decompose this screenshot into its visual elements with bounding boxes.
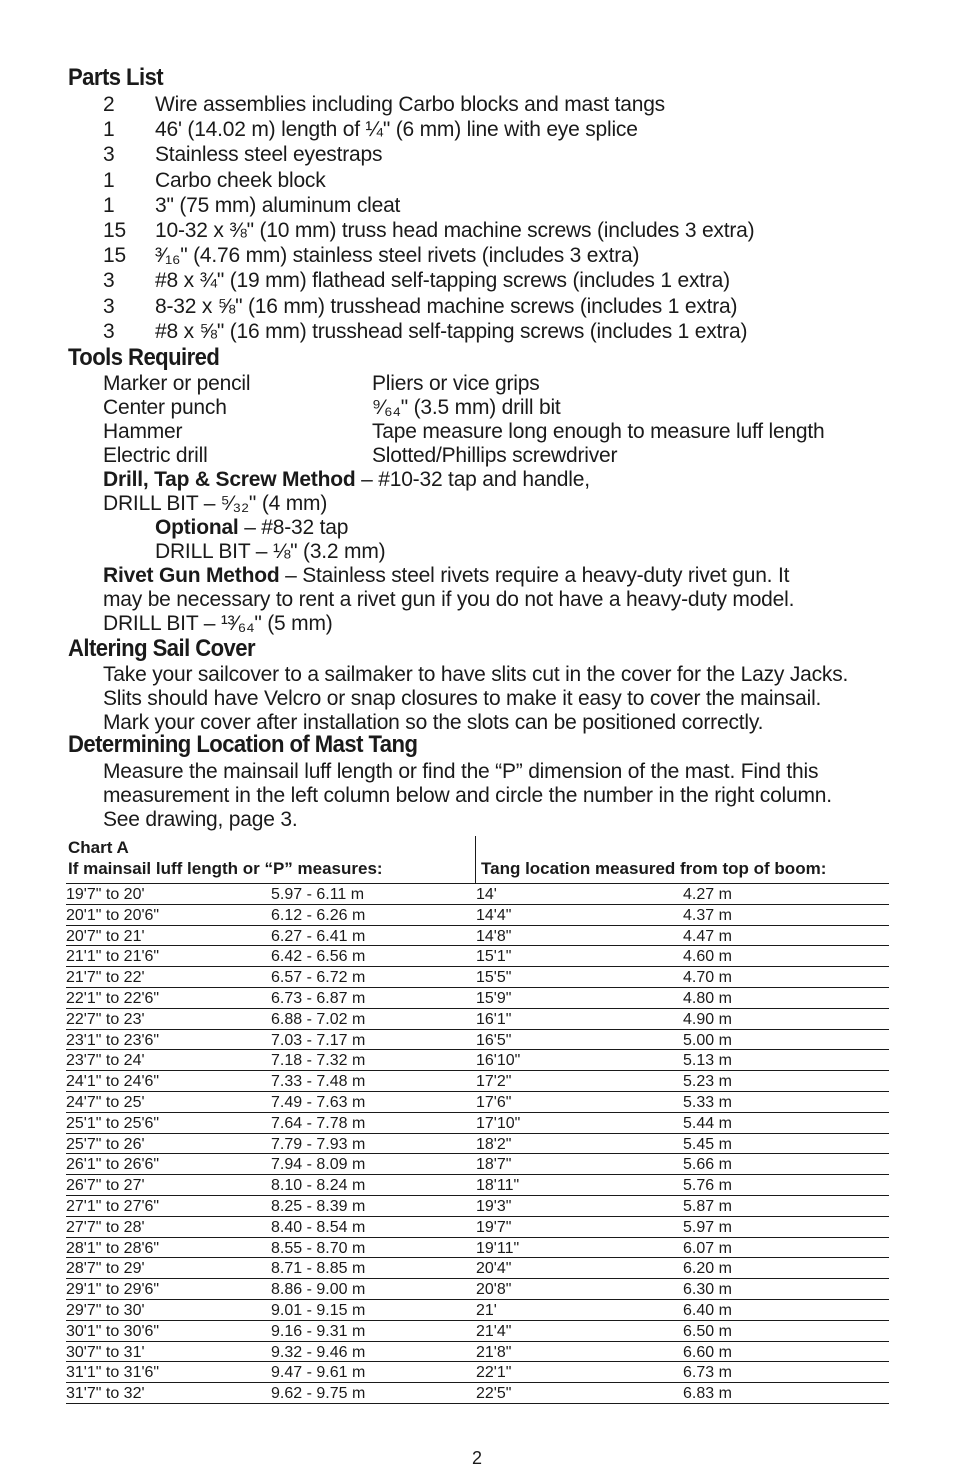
table-row bbox=[66, 1154, 889, 1175]
tools-required-heading: Tools Required bbox=[68, 344, 220, 371]
tang-location-m-cell: 4.90 m bbox=[683, 1010, 732, 1028]
luff-length-m-cell: 9.01 - 9.15 m bbox=[271, 1301, 366, 1319]
tang-location-m-cell: 5.45 m bbox=[683, 1135, 732, 1153]
luff-length-m-cell: 8.55 - 8.70 m bbox=[271, 1239, 366, 1257]
tang-location-m-cell: 4.37 m bbox=[683, 906, 732, 924]
part-quantity: 1 bbox=[103, 118, 115, 142]
tang-location-ft-cell: 21'4" bbox=[476, 1322, 512, 1340]
tool-row bbox=[103, 420, 825, 444]
parts-list-item bbox=[103, 243, 754, 268]
tang-location-ft-cell: 15'1" bbox=[476, 948, 512, 966]
tool-item: Marker or pencil bbox=[103, 372, 251, 395]
part-description: Wire assemblies including Carbo blocks and mast tangs bbox=[155, 93, 665, 116]
tang-location-ft-cell: 19'3" bbox=[476, 1197, 512, 1215]
tang-location-ft-cell: 14' bbox=[476, 886, 497, 903]
table-row bbox=[66, 1030, 889, 1051]
table-row bbox=[66, 1134, 889, 1155]
luff-length-ft-cell: 25'7" to 26' bbox=[66, 1135, 145, 1153]
tang-location-m-cell: 5.00 m bbox=[683, 1031, 732, 1049]
luff-length-m-cell: 8.86 - 9.00 m bbox=[271, 1281, 366, 1299]
chart-a-left-header: If mainsail luff length or “P” measures: bbox=[68, 859, 383, 878]
parts-list-heading: Parts List bbox=[68, 64, 164, 91]
parts-list-item bbox=[103, 142, 754, 167]
luff-length-m-cell: 6.12 - 6.26 m bbox=[271, 906, 366, 924]
part-description: 3" (75 mm) aluminum cleat bbox=[155, 193, 401, 217]
part-description: #8 x ¾" (19 mm) flathead self-tapping screws (includes 1 extra) bbox=[155, 269, 730, 293]
altering-paragraph: Take your sailcover to a sailmaker to have slits cut in the cover for the Lazy Jacks. Slits should have Velcro or snap closures to make it easy to cover the mainsail. Mark your cover after installation so the slots can be positioned correctly. bbox=[103, 663, 849, 734]
tang-location-m-cell: 4.80 m bbox=[683, 989, 732, 1007]
tang-location-m-cell: 5.13 m bbox=[683, 1052, 732, 1070]
luff-length-ft-cell: 23'1" to 23'6" bbox=[66, 1031, 160, 1049]
row-rule bbox=[66, 1403, 889, 1404]
tang-location-m-cell: 6.50 m bbox=[683, 1322, 732, 1340]
luff-length-ft-cell: 23'7" to 24' bbox=[66, 1052, 145, 1070]
luff-length-ft-cell: 21'7" to 22' bbox=[66, 969, 145, 987]
tang-location-m-cell: 6.20 m bbox=[683, 1260, 732, 1278]
part-description: Carbo cheek block bbox=[155, 168, 326, 192]
tool-item: ⁹⁄₆₄" (3.5 mm) drill bit bbox=[372, 396, 561, 419]
luff-length-m-cell: 7.18 - 7.32 m bbox=[271, 1052, 366, 1070]
tang-location-m-cell: 5.76 m bbox=[683, 1177, 732, 1195]
luff-length-ft-cell: 22'1" to 22'6" bbox=[66, 989, 160, 1007]
tool-item: Hammer bbox=[103, 420, 183, 443]
tang-location-ft-cell: 14'4" bbox=[476, 906, 512, 924]
tang-location-ft-cell: 21' bbox=[476, 1301, 497, 1319]
luff-length-ft-cell: 22'7" to 23' bbox=[66, 1010, 145, 1028]
tang-location-m-cell: 5.23 m bbox=[683, 1073, 732, 1091]
table-row bbox=[66, 1362, 889, 1383]
parts-list-item bbox=[103, 319, 754, 344]
tool-item: Tape measure long enough to measure luff length bbox=[372, 420, 825, 443]
luff-length-ft-cell: 30'7" to 31' bbox=[66, 1343, 145, 1361]
tool-row bbox=[103, 444, 825, 468]
luff-length-ft-cell: 28'7" to 29' bbox=[66, 1260, 145, 1278]
optional-drill-bit: DRILL BIT – ⅛" (3.2 mm) bbox=[155, 540, 386, 563]
tool-item: Pliers or vice grips bbox=[372, 372, 540, 395]
luff-length-ft-cell: 26'7" to 27' bbox=[66, 1177, 145, 1195]
tang-location-ft-cell: 22'1" bbox=[476, 1364, 512, 1382]
page-number: 2 bbox=[471, 1448, 482, 1468]
luff-length-ft-cell: 19'7" to 20' bbox=[66, 886, 145, 903]
tang-location-m-cell: 5.33 m bbox=[683, 1093, 732, 1111]
luff-length-m-cell: 7.64 - 7.78 m bbox=[271, 1114, 366, 1132]
tang-location-ft-cell: 19'7" bbox=[476, 1218, 512, 1236]
table-row bbox=[66, 1113, 889, 1134]
chart-a-right-header: Tang location measured from top of boom: bbox=[481, 859, 827, 878]
luff-length-ft-cell: 28'1" to 28'6" bbox=[66, 1239, 160, 1257]
tang-location-m-cell: 6.60 m bbox=[683, 1343, 732, 1361]
luff-length-ft-cell: 20'1" to 20'6" bbox=[66, 906, 160, 924]
parts-list-item bbox=[103, 117, 754, 142]
luff-length-m-cell: 8.10 - 8.24 m bbox=[271, 1177, 366, 1195]
table-row bbox=[66, 1175, 889, 1196]
tang-location-ft-cell: 20'4" bbox=[476, 1260, 512, 1278]
luff-length-m-cell: 5.97 - 6.11 m bbox=[271, 886, 365, 903]
optional-method: Optional – #8-32 tap bbox=[155, 516, 349, 539]
part-description: 46' (14.02 m) length of ¼" (6 mm) line with eye splice bbox=[155, 118, 638, 142]
luff-length-m-cell: 7.03 - 7.17 m bbox=[271, 1031, 366, 1049]
table-row bbox=[66, 1279, 889, 1300]
part-quantity: 2 bbox=[103, 93, 115, 116]
tang-location-ft-cell: 20'8" bbox=[476, 1281, 512, 1299]
tang-location-ft-cell: 14'8" bbox=[476, 927, 512, 945]
luff-length-ft-cell: 24'1" to 24'6" bbox=[66, 1073, 160, 1091]
tang-location-m-cell: 4.47 m bbox=[683, 927, 732, 945]
luff-length-m-cell: 9.47 - 9.61 m bbox=[271, 1364, 366, 1382]
tang-location-m-cell: 6.40 m bbox=[683, 1301, 732, 1319]
tang-location-m-cell: 5.97 m bbox=[683, 1218, 732, 1236]
parts-list bbox=[103, 92, 754, 344]
table-row bbox=[66, 1321, 889, 1342]
tool-row bbox=[103, 396, 825, 420]
luff-length-m-cell: 9.16 - 9.31 m bbox=[271, 1322, 366, 1340]
part-description: Stainless steel eyestraps bbox=[155, 143, 383, 167]
luff-length-m-cell: 7.94 - 8.09 m bbox=[271, 1156, 366, 1174]
rivet-gun-method: Rivet Gun Method – Stainless steel rivets require a heavy-duty rivet gun. It bbox=[103, 564, 790, 587]
part-description: 10-32 x ⅜" (10 mm) truss head machine screws (includes 3 extra) bbox=[155, 218, 755, 242]
tools-list bbox=[103, 372, 825, 636]
tang-location-m-cell: 4.60 m bbox=[683, 948, 732, 966]
tang-location-m-cell: 5.87 m bbox=[683, 1197, 732, 1215]
tang-location-ft-cell: 21'8" bbox=[476, 1343, 512, 1361]
dts-drill-bit: DRILL BIT – ⁵⁄₃₂" (4 mm) bbox=[103, 492, 328, 515]
luff-length-m-cell: 7.79 - 7.93 m bbox=[271, 1135, 366, 1153]
tang-location-ft-cell: 17'10" bbox=[476, 1114, 521, 1132]
chart-a-table bbox=[66, 884, 889, 1404]
chart-divider bbox=[475, 836, 476, 884]
table-row bbox=[66, 905, 889, 926]
table-row bbox=[66, 1238, 889, 1259]
parts-list-item bbox=[103, 168, 754, 193]
luff-length-m-cell: 6.57 - 6.72 m bbox=[271, 969, 366, 987]
table-row bbox=[66, 1383, 889, 1404]
luff-length-ft-cell: 20'7" to 21' bbox=[66, 927, 145, 945]
altering-sail-cover-heading: Altering Sail Cover bbox=[68, 635, 256, 662]
luff-length-m-cell: 9.62 - 9.75 m bbox=[271, 1385, 366, 1403]
parts-list-item bbox=[103, 193, 754, 218]
tang-location-ft-cell: 18'2" bbox=[476, 1135, 512, 1153]
luff-length-m-cell: 8.40 - 8.54 m bbox=[271, 1218, 366, 1236]
tang-location-ft-cell: 16'10" bbox=[476, 1052, 521, 1070]
luff-length-ft-cell: 24'7" to 25' bbox=[66, 1093, 145, 1111]
chart-a-label: Chart A bbox=[68, 838, 129, 857]
tool-item: Slotted/Phillips screwdriver bbox=[372, 444, 618, 467]
luff-length-m-cell: 6.27 - 6.41 m bbox=[271, 927, 366, 945]
luff-length-m-cell: 8.71 - 8.85 m bbox=[271, 1260, 366, 1278]
part-quantity: 3 bbox=[103, 319, 115, 343]
luff-length-ft-cell: 30'1" to 30'6" bbox=[66, 1322, 160, 1340]
table-row bbox=[66, 926, 889, 947]
tang-location-ft-cell: 18'7" bbox=[476, 1156, 512, 1174]
rivet-drill-bit: DRILL BIT – ¹³⁄₆₄" (5 mm) bbox=[103, 612, 333, 635]
table-row bbox=[66, 1071, 889, 1092]
table-row bbox=[66, 1009, 889, 1030]
luff-length-m-cell: 6.73 - 6.87 m bbox=[271, 989, 366, 1007]
luff-length-ft-cell: 29'1" to 29'6" bbox=[66, 1281, 160, 1299]
tang-location-ft-cell: 16'1" bbox=[476, 1010, 512, 1028]
part-quantity: 15 bbox=[103, 218, 126, 242]
table-row bbox=[66, 967, 889, 988]
part-description: ³⁄₁₆" (4.76 mm) stainless steel rivets (includes 3 extra) bbox=[155, 244, 640, 268]
table-row bbox=[66, 884, 889, 905]
table-row bbox=[66, 946, 889, 967]
tang-location-m-cell: 6.07 m bbox=[683, 1239, 732, 1257]
table-row bbox=[66, 1342, 889, 1363]
part-quantity: 3 bbox=[103, 143, 115, 167]
part-quantity: 15 bbox=[103, 244, 126, 268]
luff-length-ft-cell: 26'1" to 26'6" bbox=[66, 1156, 160, 1174]
luff-length-ft-cell: 27'1" to 27'6" bbox=[66, 1197, 160, 1215]
tang-location-m-cell: 4.27 m bbox=[683, 886, 732, 903]
tool-item: Center punch bbox=[103, 396, 227, 419]
table-row bbox=[66, 1196, 889, 1217]
tang-location-m-cell: 5.66 m bbox=[683, 1156, 732, 1174]
determining-location-heading: Determining Location of Mast Tang bbox=[68, 731, 418, 758]
tang-location-ft-cell: 15'9" bbox=[476, 989, 512, 1007]
tool-row bbox=[103, 372, 825, 396]
part-quantity: 3 bbox=[103, 269, 115, 293]
tool-item: Electric drill bbox=[103, 444, 208, 467]
table-row bbox=[66, 1217, 889, 1238]
tang-location-ft-cell: 16'5" bbox=[476, 1031, 512, 1049]
luff-length-m-cell: 6.42 - 6.56 m bbox=[271, 948, 366, 966]
tang-location-ft-cell: 17'6" bbox=[476, 1093, 512, 1111]
table-row bbox=[66, 1258, 889, 1279]
luff-length-ft-cell: 21'1" to 21'6" bbox=[66, 948, 160, 966]
parts-list-item bbox=[103, 268, 754, 293]
luff-length-ft-cell: 25'1" to 25'6" bbox=[66, 1114, 160, 1132]
tang-location-m-cell: 5.44 m bbox=[683, 1114, 732, 1132]
luff-length-m-cell: 7.33 - 7.48 m bbox=[271, 1073, 366, 1091]
luff-length-ft-cell: 27'7" to 28' bbox=[66, 1218, 145, 1236]
parts-list-item bbox=[103, 92, 754, 117]
luff-length-m-cell: 9.32 - 9.46 m bbox=[271, 1343, 366, 1361]
tang-location-ft-cell: 22'5" bbox=[476, 1385, 512, 1403]
table-row bbox=[66, 988, 889, 1009]
luff-length-ft-cell: 31'7" to 32' bbox=[66, 1385, 145, 1403]
drill-tap-screw-method: Drill, Tap & Screw Method – #10-32 tap and handle, bbox=[103, 468, 590, 491]
tang-location-ft-cell: 15'5" bbox=[476, 969, 512, 987]
luff-length-m-cell: 8.25 - 8.39 m bbox=[271, 1197, 366, 1215]
part-quantity: 3 bbox=[103, 294, 115, 318]
luff-length-m-cell: 6.88 - 7.02 m bbox=[271, 1010, 366, 1028]
part-description: 8-32 x ⅝" (16 mm) trusshead machine screws (includes 1 extra) bbox=[155, 294, 738, 318]
part-quantity: 1 bbox=[103, 168, 115, 192]
parts-list-item bbox=[103, 294, 754, 319]
table-row bbox=[66, 1092, 889, 1113]
tang-location-ft-cell: 19'11" bbox=[476, 1239, 520, 1257]
tang-location-ft-cell: 18'11" bbox=[476, 1177, 520, 1195]
luff-length-ft-cell: 29'7" to 30' bbox=[66, 1301, 145, 1319]
table-row bbox=[66, 1050, 889, 1071]
part-description: #8 x ⅝" (16 mm) trusshead self-tapping screws (includes 1 extra) bbox=[155, 319, 748, 343]
tang-location-m-cell: 4.70 m bbox=[683, 969, 732, 987]
luff-length-ft-cell: 31'1" to 31'6" bbox=[66, 1364, 160, 1382]
tang-location-m-cell: 6.83 m bbox=[683, 1385, 732, 1403]
tang-location-ft-cell: 17'2" bbox=[476, 1073, 512, 1091]
table-row bbox=[66, 1300, 889, 1321]
tang-location-m-cell: 6.30 m bbox=[683, 1281, 732, 1299]
part-quantity: 1 bbox=[103, 193, 115, 217]
parts-list-item bbox=[103, 218, 754, 243]
determining-paragraph: Measure the mainsail luff length or find the “P” dimension of the mast. Find this measurement in the left column below and circle the number in the right column. See drawing, page 3. bbox=[103, 760, 832, 831]
rivet-gun-method-cont: may be necessary to rent a rivet gun if you do not have a heavy-duty model. bbox=[103, 588, 795, 611]
tang-location-m-cell: 6.73 m bbox=[683, 1364, 732, 1382]
luff-length-m-cell: 7.49 - 7.63 m bbox=[271, 1093, 366, 1111]
